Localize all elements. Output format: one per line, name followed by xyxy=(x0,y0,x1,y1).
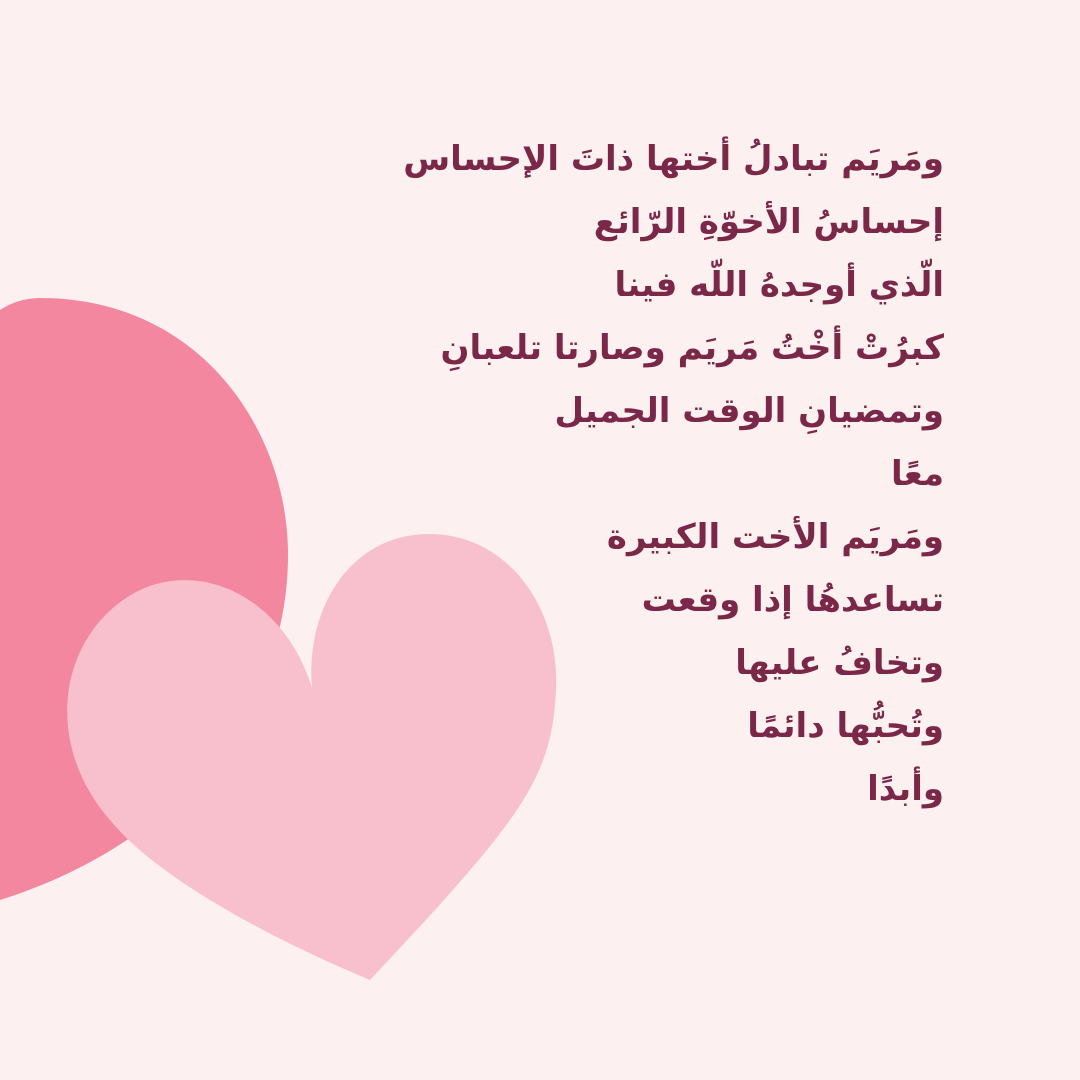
poem-line-5: وتمضيانِ الوقت الجميل xyxy=(554,391,944,431)
poem-line-7: ومَريَم الأخت الكبيرة xyxy=(606,517,944,557)
poem-line-1: ومَريَم تبادلُ أختها ذاتَ الإحساس xyxy=(403,139,944,179)
poem-text xyxy=(324,128,944,821)
poem-line-11: وأبدًا xyxy=(867,769,944,809)
poem-line-9: وتخافُ عليها xyxy=(735,643,944,683)
poem-line-2: إحساسُ الأخوّةِ الرّائع xyxy=(593,202,944,242)
poem-line-3: الّذي أوجدهُ اللّه فينا xyxy=(614,265,944,305)
poem-line-4: كبرُتْ أخْتُ مَريَم وصارتا تلعبانِ xyxy=(440,328,944,368)
poem-line-8: تساعدهُا إذا وقعت xyxy=(641,580,944,620)
poem-line-6: معًا xyxy=(890,454,944,494)
poem-line-10: وتُحبُّها دائمًا xyxy=(747,706,944,746)
